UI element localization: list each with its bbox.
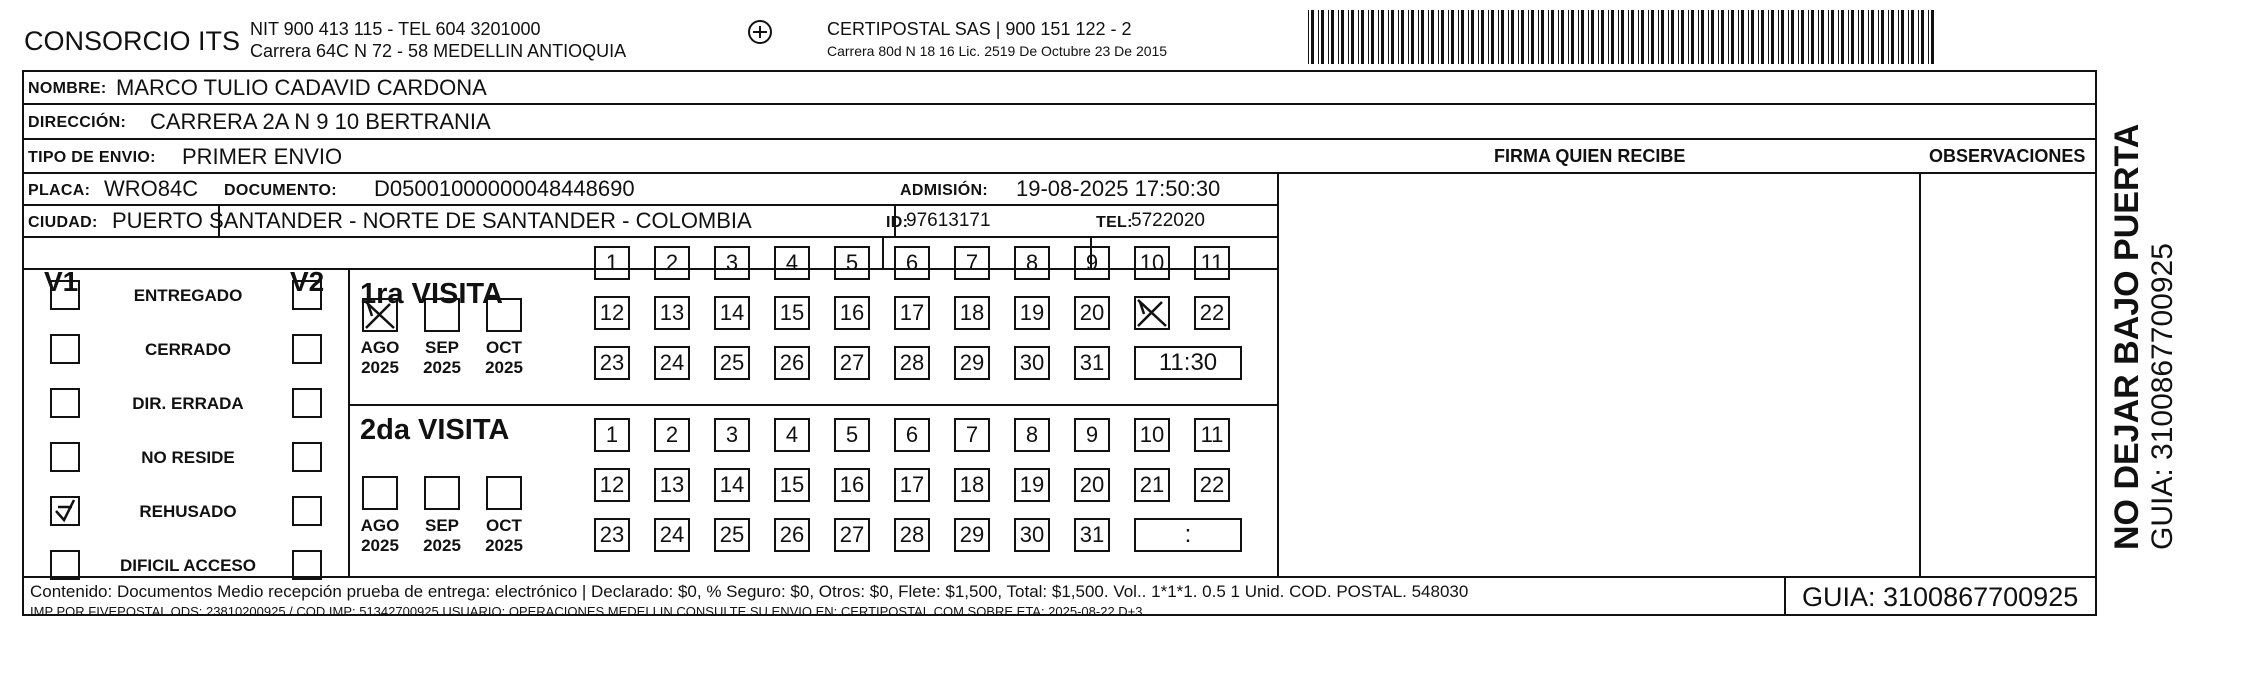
day-box[interactable]: 31 bbox=[1074, 346, 1110, 380]
day-box[interactable]: 16 bbox=[834, 468, 870, 502]
day-box[interactable]: 23 bbox=[594, 346, 630, 380]
carrier-info bbox=[827, 18, 1167, 62]
time-box[interactable]: 11:30 bbox=[1134, 346, 1242, 380]
day-box[interactable]: 20 bbox=[1074, 296, 1110, 330]
month-checkbox[interactable] bbox=[486, 298, 522, 332]
day-box[interactable]: 15 bbox=[774, 296, 810, 330]
day-box[interactable]: 7 bbox=[954, 246, 990, 280]
month-label: AGO 2025 bbox=[360, 516, 400, 555]
day-box[interactable]: 2 bbox=[654, 418, 690, 452]
status-option-label: DIFICIL ACCESO bbox=[119, 556, 256, 575]
day-box[interactable]: 31 bbox=[1074, 518, 1110, 552]
day-box[interactable]: 27 bbox=[834, 346, 870, 380]
v1-checkbox[interactable] bbox=[50, 334, 80, 364]
company-address: Carrera 64C N 72 - 58 MEDELLIN ANTIOQUIA bbox=[250, 41, 627, 61]
day-box[interactable]: 28 bbox=[894, 346, 930, 380]
day-box[interactable]: 27 bbox=[834, 518, 870, 552]
barcode bbox=[1308, 10, 1940, 64]
day-box[interactable]: 8 bbox=[1014, 246, 1050, 280]
carrier-address: Carrera 80d N 18 16 Lic. 2519 De Octubre 23 De 2015 bbox=[827, 43, 1168, 59]
day-box[interactable]: 22 bbox=[1194, 296, 1230, 330]
day-box[interactable]: 26 bbox=[774, 346, 810, 380]
month-label: AGO 2025 bbox=[360, 338, 400, 377]
status-option-label: DIR. ERRADA bbox=[132, 394, 244, 413]
side-warning: NO DEJAR BAJO PUERTA bbox=[2108, 123, 2146, 550]
v2-checkbox[interactable] bbox=[292, 550, 322, 580]
day-box[interactable]: 19 bbox=[1014, 468, 1050, 502]
day-box[interactable]: 30 bbox=[1014, 518, 1050, 552]
v1-checkbox[interactable] bbox=[50, 550, 80, 580]
month-label: SEP 2025 bbox=[423, 338, 461, 377]
firma-header: FIRMA QUIEN RECIBE bbox=[1494, 146, 1686, 166]
admision-label: ADMISIÓN: bbox=[900, 182, 989, 199]
day-box[interactable]: 15 bbox=[774, 468, 810, 502]
footer-meta: IMP POR FIVEPOSTAL ODS: 23810200925 / COD.IMP: 51342700925 USUARIO: OPERACIONES MEDELLIN CONSULTE SU ENVIO EN: CERTIPOSTAL.COM SOBRE ETA: 2025-08-22 D+3 bbox=[30, 604, 1143, 619]
day-box[interactable]: 13 bbox=[654, 296, 690, 330]
documento-label: DOCUMENTO: bbox=[224, 182, 337, 199]
day-box[interactable]: 19 bbox=[1014, 296, 1050, 330]
delivery-form bbox=[22, 70, 2097, 619]
footer-content: Contenido: Documentos Medio recepción prueba de entrega: electrónico | Declarado: $0, % Seguro: $0, Otros: $0, Flete: $1,500, Total: $1,500. Vol.. 1*1*1. 0.5 1 Unid. COD. POSTAL. 548030 bbox=[30, 582, 1469, 601]
ciudad-label: CIUDAD: bbox=[28, 214, 98, 231]
company-name: CONSORCIO ITS bbox=[24, 26, 241, 56]
day-box[interactable]: 10 bbox=[1134, 418, 1170, 452]
status-option-label: NO RESIDE bbox=[141, 448, 235, 467]
v1-checkbox[interactable] bbox=[50, 496, 80, 526]
company-nit: NIT 900 413 115 - TEL 604 3201000 bbox=[250, 19, 541, 39]
day-box[interactable]: 23 bbox=[594, 518, 630, 552]
day-box[interactable]: 17 bbox=[894, 468, 930, 502]
day-box[interactable]: 12 bbox=[594, 296, 630, 330]
id-label: ID: bbox=[886, 214, 909, 231]
month-checkbox[interactable] bbox=[362, 298, 398, 332]
v2-header: V2 bbox=[290, 266, 325, 297]
documento-value: D05001000000048448690 bbox=[374, 176, 635, 201]
day-box[interactable]: 13 bbox=[654, 468, 690, 502]
day-box[interactable]: 14 bbox=[714, 296, 750, 330]
day-box[interactable]: 3 bbox=[714, 246, 750, 280]
day-box[interactable]: 7 bbox=[954, 418, 990, 452]
day-box[interactable]: 9 bbox=[1074, 418, 1110, 452]
day-box[interactable]: 24 bbox=[654, 518, 690, 552]
day-box[interactable]: 5 bbox=[834, 418, 870, 452]
day-box[interactable]: 28 bbox=[894, 518, 930, 552]
v1-checkbox[interactable] bbox=[50, 280, 80, 310]
placa-label: PLACA: bbox=[28, 182, 91, 199]
day-box[interactable]: 26 bbox=[774, 518, 810, 552]
status-option-label: REHUSADO bbox=[139, 502, 237, 521]
v2-checkbox[interactable] bbox=[292, 334, 322, 364]
side-label bbox=[2108, 124, 2180, 550]
month-checkbox[interactable] bbox=[362, 476, 398, 510]
day-box[interactable]: 11 bbox=[1194, 418, 1230, 452]
visit1-title: 1ra VISITA bbox=[360, 278, 503, 310]
certipostal-logo bbox=[730, 18, 790, 60]
day-box[interactable]: 2 bbox=[654, 246, 690, 280]
day-box[interactable]: 18 bbox=[954, 468, 990, 502]
day-box[interactable]: 25 bbox=[714, 518, 750, 552]
day-box[interactable]: 22 bbox=[1194, 468, 1230, 502]
day-box[interactable]: 16 bbox=[834, 296, 870, 330]
day-box[interactable]: 25 bbox=[714, 346, 750, 380]
day-box[interactable]: 20 bbox=[1074, 468, 1110, 502]
day-box[interactable]: 1 bbox=[594, 246, 630, 280]
day-box[interactable]: 4 bbox=[774, 246, 810, 280]
observaciones-header: OBSERVACIONES bbox=[1929, 146, 2086, 166]
tel-label: TEL: bbox=[1096, 214, 1133, 231]
nombre-value: MARCO TULIO CADAVID CARDONA bbox=[116, 75, 487, 100]
day-box[interactable]: 21 bbox=[1134, 468, 1170, 502]
direccion-label: DIRECCIÓN: bbox=[28, 114, 127, 131]
day-box[interactable]: 8 bbox=[1014, 418, 1050, 452]
visit2-title: 2da VISITA bbox=[360, 414, 510, 446]
month-label: SEP 2025 bbox=[423, 516, 461, 555]
day-box[interactable]: 4 bbox=[774, 418, 810, 452]
placa-value: WRO84C bbox=[104, 176, 199, 201]
day-box[interactable]: 24 bbox=[654, 346, 690, 380]
day-box[interactable]: 30 bbox=[1014, 346, 1050, 380]
admision-value: 19-08-2025 17:50:30 bbox=[1016, 176, 1221, 201]
day-box[interactable]: 1 bbox=[594, 418, 630, 452]
tipo-label: TIPO DE ENVIO: bbox=[28, 149, 156, 166]
day-box[interactable]: 9 bbox=[1074, 246, 1110, 280]
day-box[interactable]: 29 bbox=[954, 518, 990, 552]
day-box[interactable]: 6 bbox=[894, 246, 930, 280]
day-box[interactable] bbox=[1134, 296, 1170, 330]
nombre-label: NOMBRE: bbox=[28, 80, 107, 97]
v2-checkbox[interactable] bbox=[292, 388, 322, 418]
ciudad-value: PUERTO SANTANDER - NORTE DE SANTANDER - COLOMBIA bbox=[112, 208, 752, 233]
month-checkbox[interactable] bbox=[424, 476, 460, 510]
month-label: OCT 2025 bbox=[485, 516, 523, 555]
day-box[interactable]: 11 bbox=[1194, 246, 1230, 280]
day-box[interactable]: 6 bbox=[894, 418, 930, 452]
month-checkbox[interactable] bbox=[486, 476, 522, 510]
day-box[interactable]: 12 bbox=[594, 468, 630, 502]
v1-header: V1 bbox=[44, 266, 79, 297]
company-info bbox=[250, 18, 626, 62]
tipo-value: PRIMER ENVIO bbox=[182, 144, 343, 169]
day-box[interactable]: 3 bbox=[714, 418, 750, 452]
tel-value: 5722020 bbox=[1131, 210, 1205, 231]
status-option-label: CERRADO bbox=[145, 340, 231, 359]
carrier-name: CERTIPOSTAL SAS | 900 151 122 - 2 bbox=[827, 19, 1132, 39]
v2-checkbox[interactable] bbox=[292, 496, 322, 526]
v1-checkbox[interactable] bbox=[50, 388, 80, 418]
day-box[interactable]: 29 bbox=[954, 346, 990, 380]
id-value: 97613171 bbox=[906, 210, 991, 231]
day-box[interactable]: 17 bbox=[894, 296, 930, 330]
day-box[interactable]: 18 bbox=[954, 296, 990, 330]
day-box[interactable]: 14 bbox=[714, 468, 750, 502]
month-label: OCT 2025 bbox=[485, 338, 523, 377]
v1-checkbox[interactable] bbox=[50, 442, 80, 472]
day-box[interactable]: 10 bbox=[1134, 246, 1170, 280]
day-box[interactable]: 5 bbox=[834, 246, 870, 280]
side-guia: GUIA: 3100867700925 bbox=[2146, 243, 2179, 550]
time-box[interactable]: : bbox=[1134, 518, 1242, 552]
direccion-value: CARRERA 2A N 9 10 BERTRANIA bbox=[150, 109, 491, 134]
v2-checkbox[interactable] bbox=[292, 442, 322, 472]
v2-checkbox[interactable] bbox=[292, 280, 322, 310]
month-checkbox[interactable] bbox=[424, 298, 460, 332]
status-option-label: ENTREGADO bbox=[133, 286, 243, 305]
footer-guia: GUIA: 3100867700925 bbox=[1802, 582, 2079, 612]
